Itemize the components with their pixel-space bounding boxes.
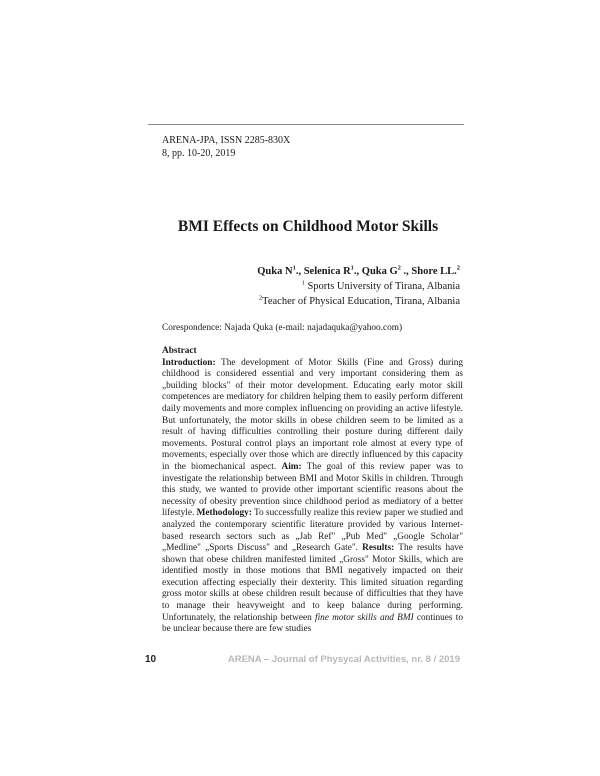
author-sep-3: ., Shore LL. [400, 266, 457, 277]
author-3-sup: 2 [397, 264, 401, 272]
affiliation-2 [257, 294, 460, 309]
affiliation-2-sup: 2 [258, 294, 263, 302]
affiliation-1-sup: 1 [301, 279, 305, 287]
author-1-sup: 1 [292, 264, 296, 272]
journal-issn: ARENA-JPA, ISSN 2285-830X [162, 135, 291, 146]
results-text: The results have shown that obese children manifested limited „Gross" Motor Skills, which are identified mostly in those motions that BMI negatively impacted on their execution affecting especially their dexterity. This limited situation regarding gross motor skills at obese children result because of difficulties that they have to manage their heavyweight and to keep balance during performing. Unfortunately, the relationship between [162, 543, 463, 623]
volume-pages: 8, pp. 10-20, 2019 [162, 148, 236, 159]
author-sep-2: ., Quka G [353, 266, 398, 277]
aim-label: Aim: [281, 461, 302, 472]
author-2-sup: 1 [350, 264, 354, 272]
methodology-label: Methodology: [196, 508, 252, 519]
affiliation-1 [257, 279, 460, 294]
abstract [162, 346, 463, 636]
affiliation-2-text: Teacher of Physical Education, Tirana, Albania [262, 296, 460, 307]
journal-header [162, 134, 290, 160]
intro-text: The development of Motor Skills (Fine and Gross) during childhood is considered essential and very important considering them as „building blocks" of their motor development. Educating early motor skill competences are mediatory for children helping them to easily perform different daily movements and more complex influencing on providing an active lifestyle. But unfortunately, the motor skills in obese children seem to be limited as a result of having difficulties controlling their posture during different daily movements. Postural control plays an important role almost at every type of movements, especially over those which are directly influenced by this capacity in the biomechanical aspect. [162, 357, 463, 472]
author-list [257, 264, 460, 279]
intro-label: Introduction: [162, 357, 216, 368]
authors-block [257, 264, 460, 309]
footer-journal: ARENA – Journal of Physycal Activities, nr. 8 / 2019 [227, 654, 460, 665]
author-1: Quka N [257, 266, 293, 277]
correspondence: Corespondence: Najada Quka (e-mail: najadaquka@yahoo.com) [162, 323, 403, 333]
methodology-text: To successfully realize this review paper we studied and analyzed the contemporary scientific literature provided by various Internet-based research sectors such as „Jab Ref" „Pub Med" „Google Scholar" „Medline" „Sports Discuss" and „Research Gate". [162, 508, 464, 554]
author-4-sup: 2 [456, 264, 460, 272]
header-rule [148, 124, 464, 125]
abstract-body [162, 358, 463, 636]
results-tail: continues to be unclear because there are few studies [162, 612, 463, 635]
affiliation-1-text: Sports University of Tirana, Albania [304, 281, 460, 292]
author-sep-1: ., Selenica R [295, 266, 351, 277]
aim-text: The goal of this review paper was to investigate the relationship between BMI and Motor Skills in children. Through this study, we wanted to provide other important scientific reasons about the necessity of obesity prevention since childhood period as mediatory of a better lifestyle. [162, 461, 463, 519]
results-italic: fine motor skills and BMI [315, 612, 414, 623]
abstract-heading: Abstract [162, 346, 197, 356]
page-number: 10 [145, 654, 157, 665]
results-label: Results: [362, 543, 395, 554]
paper-title: BMI Effects on Childhood Motor Skills [177, 218, 439, 235]
